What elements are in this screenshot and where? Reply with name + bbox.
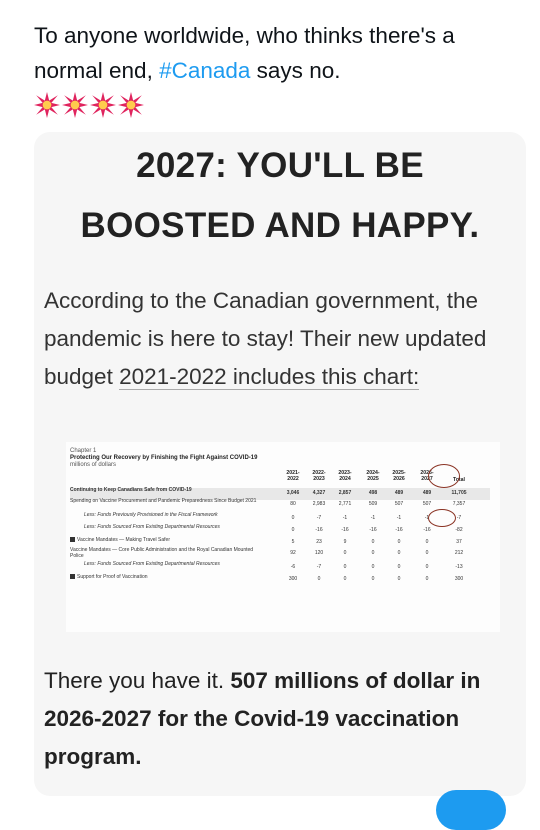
budget-cell: 0 [317,576,321,582]
budget-row-label: Continuing to Keep Canadians Safe from COVID-19 [70,487,192,493]
image-headline-line2: BOOSTED AND HAPPY. [80,206,480,245]
budget-cell: 0 [425,564,429,570]
budget-cell: 489 [422,490,432,496]
highlight-circle-header [428,464,460,488]
budget-table-screenshot [66,442,500,632]
budget-cell: 0 [343,564,347,570]
budget-cell: 4,327 [312,490,326,496]
budget-cell: -1 [424,515,430,521]
budget-cell: -7 [456,515,462,521]
budget-cell: 0 [371,550,375,556]
budget-unit: millions of dollars [70,462,117,468]
budget-cell: 0 [343,576,347,582]
hashtag-link-canada[interactable]: #Canada [159,58,251,83]
budget-cell: 509 [368,501,378,507]
budget-row-label: Vaccine Mandates — Core Public Administration and the Royal Canadian Mounted Police [70,547,254,559]
budget-cell: 0 [371,576,375,582]
budget-cell: 0 [371,539,375,545]
image-paragraph [44,282,516,396]
burst-emoji-icon [90,92,116,118]
budget-column-header: 2024- 2025 [366,470,380,482]
budget-cell: 2,771 [338,501,352,507]
emoji-row [34,92,144,118]
budget-cell: -7 [316,515,322,521]
budget-cell: 507 [394,501,404,507]
paragraph-text-b: 2021-2022 includes this chart: [119,364,420,389]
budget-cell: 0 [397,576,401,582]
budget-cell: 0 [425,550,429,556]
budget-table-row [70,574,490,586]
budget-cell: 507 [422,501,432,507]
budget-row-label: Spending on Vaccine Procurement and Pandemic Preparedness Since Budget 2021 [70,498,257,504]
budget-cell: -7 [316,564,322,570]
budget-cell: 0 [371,564,375,570]
budget-cell: -16 [369,527,377,533]
highlight-circle-value [428,509,456,527]
budget-cell: 300 [454,576,464,582]
budget-cell: 2,857 [338,490,352,496]
closing-plain: There you have it. [44,668,231,693]
budget-cell: -16 [341,527,349,533]
budget-column-header: 2025- 2026 [392,470,406,482]
burst-emoji-icon [62,92,88,118]
budget-cell: 0 [397,564,401,570]
budget-cell: 9 [343,539,347,545]
budget-cell: 37 [456,539,462,545]
tweet-text [34,18,524,88]
budget-chapter: Chapter 1 [70,448,97,454]
budget-cell: 0 [291,515,295,521]
attached-image-card[interactable] [34,132,526,796]
tweet-text-after: says no. [250,58,341,83]
budget-cell: 80 [290,501,296,507]
budget-cell: -16 [395,527,403,533]
budget-cell: 498 [368,490,378,496]
budget-cell: 0 [397,550,401,556]
budget-table-row [70,548,490,560]
budget-table-row [70,525,490,537]
budget-cell: 0 [425,576,429,582]
budget-row-label: Vaccine Mandates — Making Travel Safer [70,537,266,544]
budget-column-header: 2021- 2022 [286,470,300,482]
burst-emoji-icon [34,92,60,118]
budget-column-header: Total [452,477,465,483]
budget-cell: 120 [314,550,324,556]
budget-column-header: 2022- 2023 [312,470,326,482]
budget-row-label: Support for Proof of Vaccination [70,574,266,581]
square-bullet-icon [70,574,75,579]
paragraph-text-a: According to the Canadian government, the pandemic is here to stay! Their new updated budget [44,288,487,389]
budget-cell: 5 [291,539,295,545]
budget-cell: -1 [396,515,402,521]
budget-cell: -82 [455,527,463,533]
burst-emoji-icon [118,92,144,118]
budget-cell: -16 [315,527,323,533]
budget-row-label: Less: Funds Sourced From Existing Departmental Resources [84,561,220,567]
budget-cell: 489 [394,490,404,496]
compose-button[interactable] [436,790,506,830]
budget-title: Protecting Our Recovery by Finishing the Fight Against COVID-19 [70,455,258,461]
budget-cell: -1 [370,515,376,521]
budget-cell: -6 [290,564,296,570]
budget-cell: -1 [342,515,348,521]
budget-cell: 92 [290,550,296,556]
budget-cell: 7,357 [452,501,466,507]
tweet-text-before: To anyone worldwide, who thinks there's a normal end, [34,23,455,83]
budget-cell: -16 [423,527,431,533]
budget-cell: 2,983 [312,501,326,507]
budget-table-row [70,499,490,511]
budget-column-header: 2026- 2027 [420,470,434,482]
budget-cell: 0 [343,550,347,556]
budget-cell: 3,046 [286,490,300,496]
budget-cell: 300 [288,576,298,582]
budget-row-label: Less: Funds Previously Provisioned in the Fiscal Framework [84,512,218,518]
budget-cell: 23 [316,539,322,545]
budget-row-label: Less: Funds Sourced From Existing Departmental Resources [84,524,220,530]
budget-cell: 0 [397,539,401,545]
budget-cell: 11,705 [451,490,467,496]
budget-cell: 212 [454,550,464,556]
square-bullet-icon [70,537,75,542]
budget-cell: 0 [425,539,429,545]
image-headline-line1: 2027: YOU'LL BE [136,146,424,185]
budget-table-row [70,562,490,574]
budget-cell: -13 [455,564,463,570]
budget-cell: 0 [291,527,295,533]
image-closing-text [44,662,516,776]
closing-bold: 507 millions of dollar in 2026-2027 for the Covid-19 vaccination program. [44,668,481,769]
budget-column-header: 2023- 2024 [338,470,352,482]
